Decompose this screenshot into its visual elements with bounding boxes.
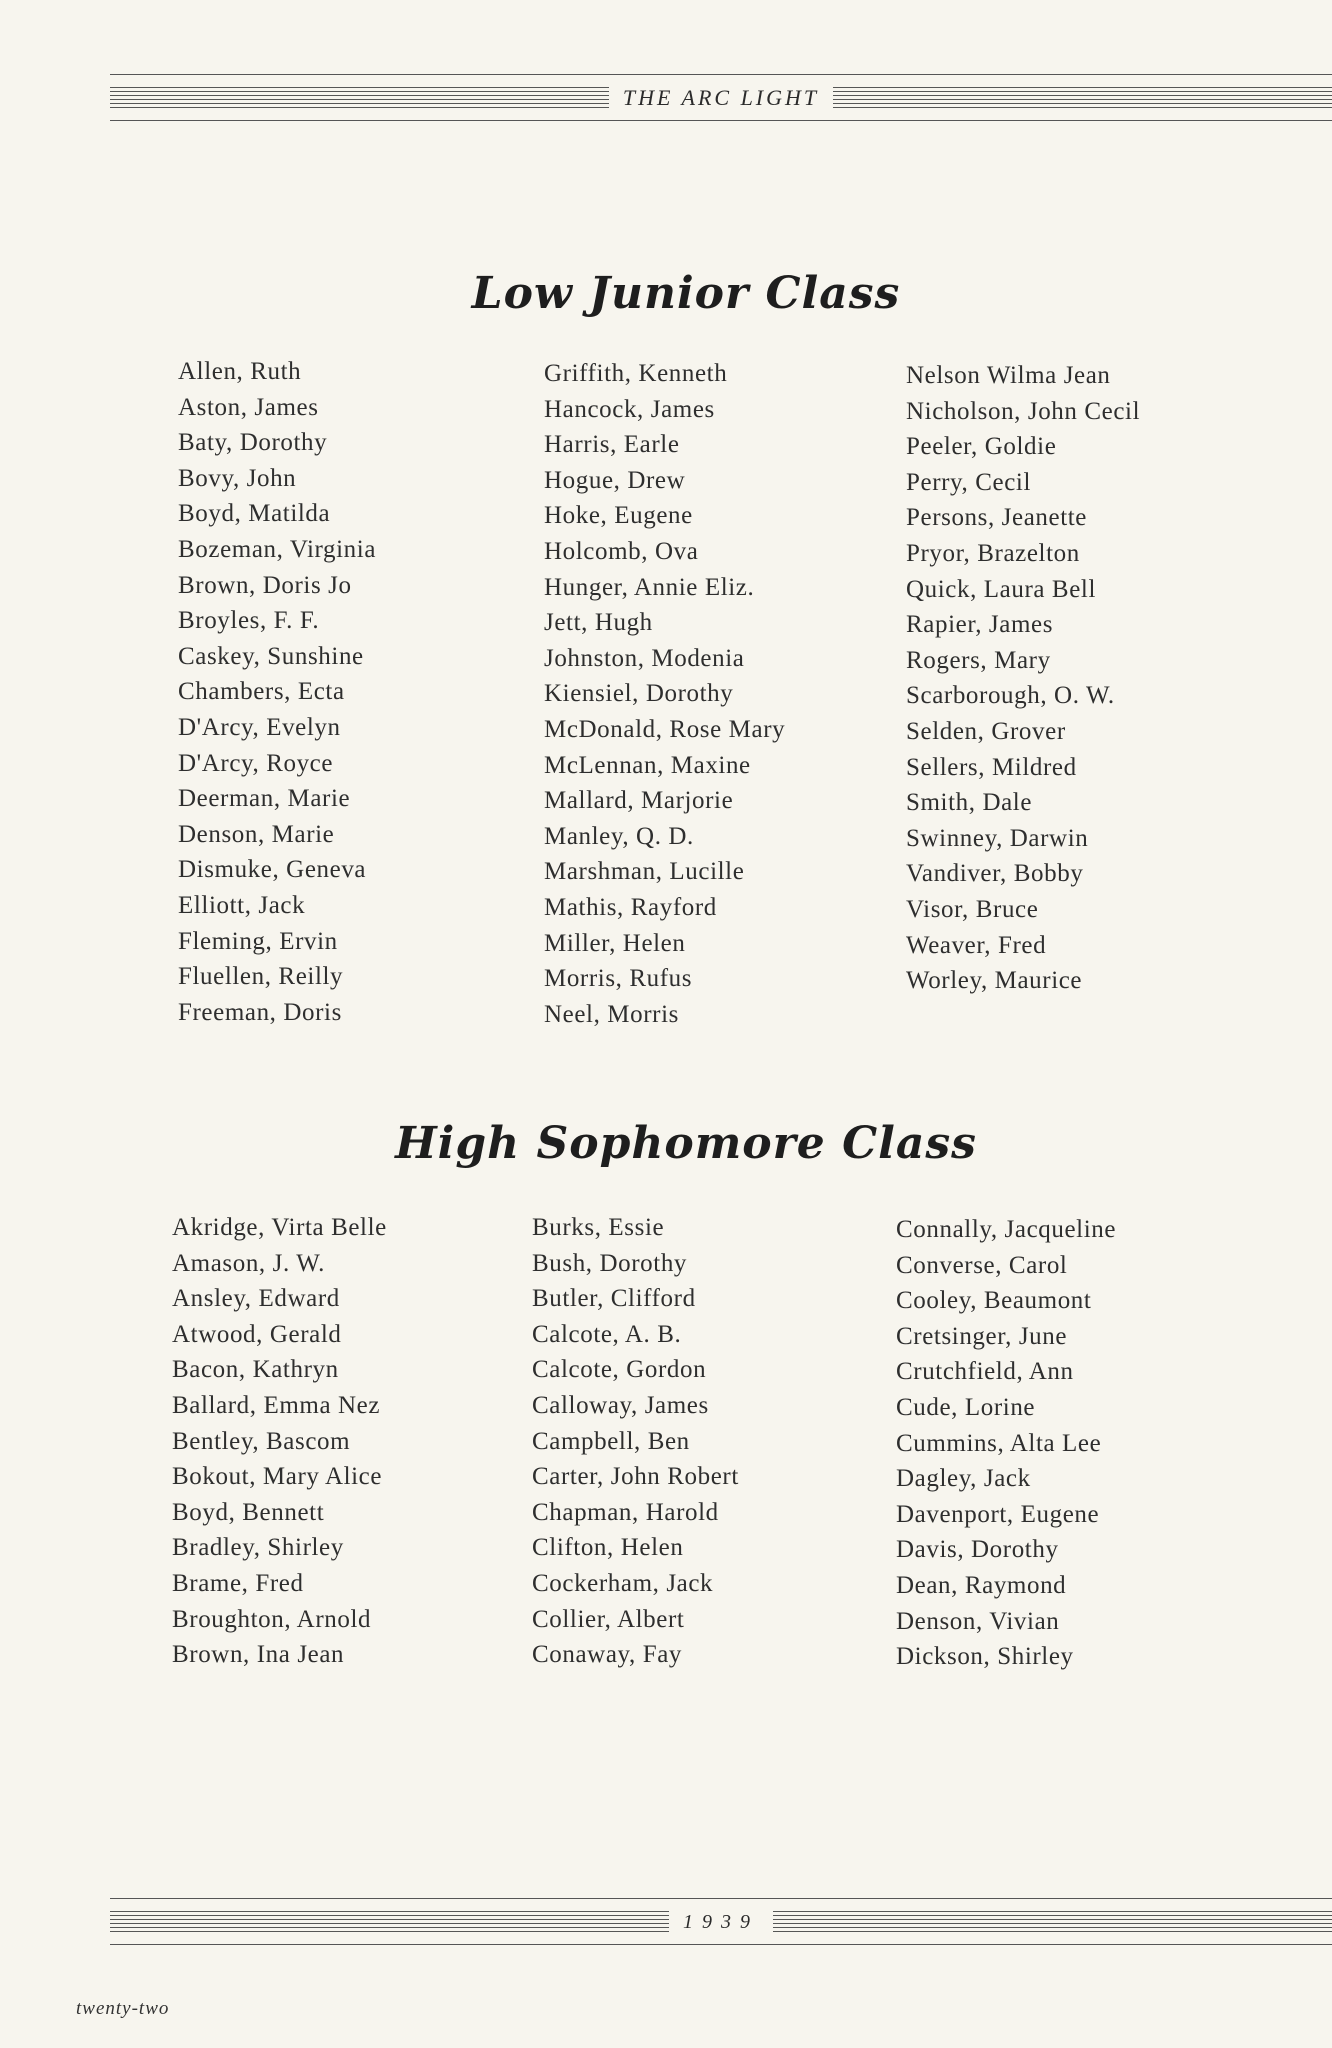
name-entry: Collier, Albert <box>532 1605 685 1633</box>
name-entry: Connally, Jacqueline <box>896 1216 1117 1243</box>
name-entry: Caskey, Sunshine <box>178 642 364 670</box>
high-sophomore-column-1 <box>172 1210 387 1673</box>
name-entry: Mallard, Marjorie <box>544 787 734 815</box>
footer-hairline-top <box>110 1898 1332 1899</box>
footer-rule-right <box>773 1911 1332 1933</box>
header-rule-left <box>110 87 609 109</box>
name-entry: Dickson, Shirley <box>896 1643 1074 1671</box>
name-entry: Johnston, Modenia <box>544 644 745 672</box>
name-entry: D'Arcy, Royce <box>178 749 334 777</box>
name-entry: Cude, Lorine <box>896 1393 1036 1421</box>
name-entry: Chambers, Ecta <box>178 678 345 706</box>
name-entry: Nelson Wilma Jean <box>906 362 1111 389</box>
footer-rule-left <box>110 1911 669 1933</box>
name-entry: Vandiver, Bobby <box>906 860 1084 888</box>
name-entry: Ballard, Emma Nez <box>172 1391 381 1419</box>
name-entry: Griffith, Kenneth <box>544 360 728 387</box>
low-junior-column-2 <box>544 356 785 1032</box>
footer-hairline-bottom <box>110 1944 1332 1945</box>
name-entry: Broughton, Arnold <box>172 1605 372 1633</box>
name-entry: Chapman, Harold <box>532 1498 719 1526</box>
name-entry: Hancock, James <box>544 395 715 423</box>
header-rule-right <box>833 87 1332 109</box>
header-title: THE ARC LIGHT <box>622 85 820 110</box>
name-entry: D'Arcy, Evelyn <box>178 713 341 741</box>
name-entry: Boyd, Bennett <box>172 1498 325 1526</box>
name-entry: Pryor, Brazelton <box>906 539 1080 567</box>
name-entry: Burks, Essie <box>532 1214 665 1241</box>
low-junior-column-3 <box>906 358 1140 999</box>
name-entry: Butler, Clifford <box>532 1285 696 1313</box>
name-entry: Quick, Laura Bell <box>906 575 1096 603</box>
name-entry: McLennan, Maxine <box>544 751 751 779</box>
name-entry: Neel, Morris <box>544 1000 679 1028</box>
name-entry: Cockerham, Jack <box>532 1569 714 1597</box>
name-entry: Visor, Bruce <box>906 895 1039 923</box>
name-entry: Rapier, James <box>906 611 1054 639</box>
name-entry: Amason, J. W. <box>172 1249 325 1277</box>
name-entry: Holcomb, Ova <box>544 537 699 565</box>
name-entry: Cooley, Beaumont <box>896 1287 1092 1315</box>
name-entry: Freeman, Doris <box>178 998 342 1026</box>
name-entry: Atwood, Gerald <box>172 1320 342 1348</box>
footer-year: 1939 <box>683 1910 759 1933</box>
low-junior-title: Low Junior Class <box>471 268 901 319</box>
name-entry: Sellers, Mildred <box>906 753 1077 781</box>
name-entry: Converse, Carol <box>896 1251 1068 1279</box>
header-hairline-top <box>110 74 1332 75</box>
name-entry: Worley, Maurice <box>906 967 1083 995</box>
name-entry: Calcote, Gordon <box>532 1356 707 1384</box>
name-entry: Aston, James <box>178 393 319 421</box>
name-entry: Hoke, Eugene <box>544 502 693 530</box>
name-entry: Bacon, Kathryn <box>172 1356 339 1384</box>
running-header <box>110 78 1332 118</box>
name-entry: Smith, Dale <box>906 789 1033 817</box>
name-entry: Kiensiel, Dorothy <box>544 680 734 708</box>
high-sophomore-title: High Sophomore Class <box>395 1118 977 1169</box>
name-entry: Cummins, Alta Lee <box>896 1429 1102 1457</box>
name-entry: Selden, Grover <box>906 717 1066 745</box>
name-entry: Mathis, Rayford <box>544 893 717 921</box>
name-entry: Clifton, Helen <box>532 1534 684 1562</box>
name-entry: McDonald, Rose Mary <box>544 715 786 743</box>
running-footer <box>110 1902 1332 1942</box>
name-entry: Perry, Cecil <box>906 468 1031 496</box>
name-entry: Dagley, Jack <box>896 1465 1031 1493</box>
name-entry: Calloway, James <box>532 1391 709 1419</box>
name-entry: Scarborough, O. W. <box>906 682 1115 710</box>
name-entry: Fleming, Ervin <box>178 927 338 955</box>
name-entry: Baty, Dorothy <box>178 429 328 457</box>
name-entry: Campbell, Ben <box>532 1427 690 1455</box>
name-entry: Weaver, Fred <box>906 931 1047 959</box>
name-entry: Akridge, Virta Belle <box>172 1214 387 1241</box>
name-entry: Denson, Marie <box>178 820 335 848</box>
name-entry: Brame, Fred <box>172 1569 304 1597</box>
name-entry: Davis, Dorothy <box>896 1536 1059 1564</box>
name-entry: Bradley, Shirley <box>172 1534 344 1562</box>
name-entry: Harris, Earle <box>544 431 680 459</box>
name-entry: Hunger, Annie Eliz. <box>544 573 755 601</box>
name-entry: Bush, Dorothy <box>532 1249 688 1277</box>
name-entry: Deerman, Marie <box>178 785 351 813</box>
name-entry: Bovy, John <box>178 464 297 492</box>
name-entry: Hogue, Drew <box>544 466 686 494</box>
name-entry: Jett, Hugh <box>544 609 653 637</box>
name-entry: Bozeman, Virginia <box>178 535 377 563</box>
name-entry: Broyles, F. F. <box>178 607 320 635</box>
high-sophomore-column-3 <box>896 1212 1116 1675</box>
name-entry: Morris, Rufus <box>544 965 693 993</box>
name-entry: Conaway, Fay <box>532 1641 682 1669</box>
name-entry: Brown, Ina Jean <box>172 1641 345 1669</box>
name-entry: Denson, Vivian <box>896 1607 1060 1635</box>
low-junior-column-1 <box>178 354 376 1030</box>
name-entry: Bentley, Bascom <box>172 1427 351 1455</box>
name-entry: Manley, Q. D. <box>544 822 694 850</box>
high-sophomore-column-2 <box>532 1210 739 1673</box>
name-entry: Marshman, Lucille <box>544 858 745 886</box>
name-entry: Persons, Jeanette <box>906 504 1087 532</box>
name-entry: Swinney, Darwin <box>906 824 1089 852</box>
name-entry: Fluellen, Reilly <box>178 963 344 991</box>
name-entry: Carter, John Robert <box>532 1463 739 1491</box>
name-entry: Cretsinger, June <box>896 1322 1068 1350</box>
name-entry: Brown, Doris Jo <box>178 571 352 599</box>
name-entry: Allen, Ruth <box>178 358 302 385</box>
name-entry: Peeler, Goldie <box>906 433 1057 461</box>
name-entry: Bokout, Mary Alice <box>172 1463 383 1491</box>
name-entry: Nicholson, John Cecil <box>906 397 1141 425</box>
header-hairline-bottom <box>110 120 1332 121</box>
name-entry: Davenport, Eugene <box>896 1500 1100 1528</box>
name-entry: Ansley, Edward <box>172 1285 340 1313</box>
name-entry: Boyd, Matilda <box>178 500 331 528</box>
page-number: twenty-two <box>76 1998 170 2019</box>
name-entry: Rogers, Mary <box>906 646 1051 674</box>
name-entry: Crutchfield, Ann <box>896 1358 1074 1386</box>
name-entry: Dismuke, Geneva <box>178 856 367 884</box>
name-entry: Dean, Raymond <box>896 1571 1067 1599</box>
name-entry: Miller, Helen <box>544 929 686 957</box>
name-entry: Elliott, Jack <box>178 891 306 919</box>
name-entry: Calcote, A. B. <box>532 1320 682 1348</box>
